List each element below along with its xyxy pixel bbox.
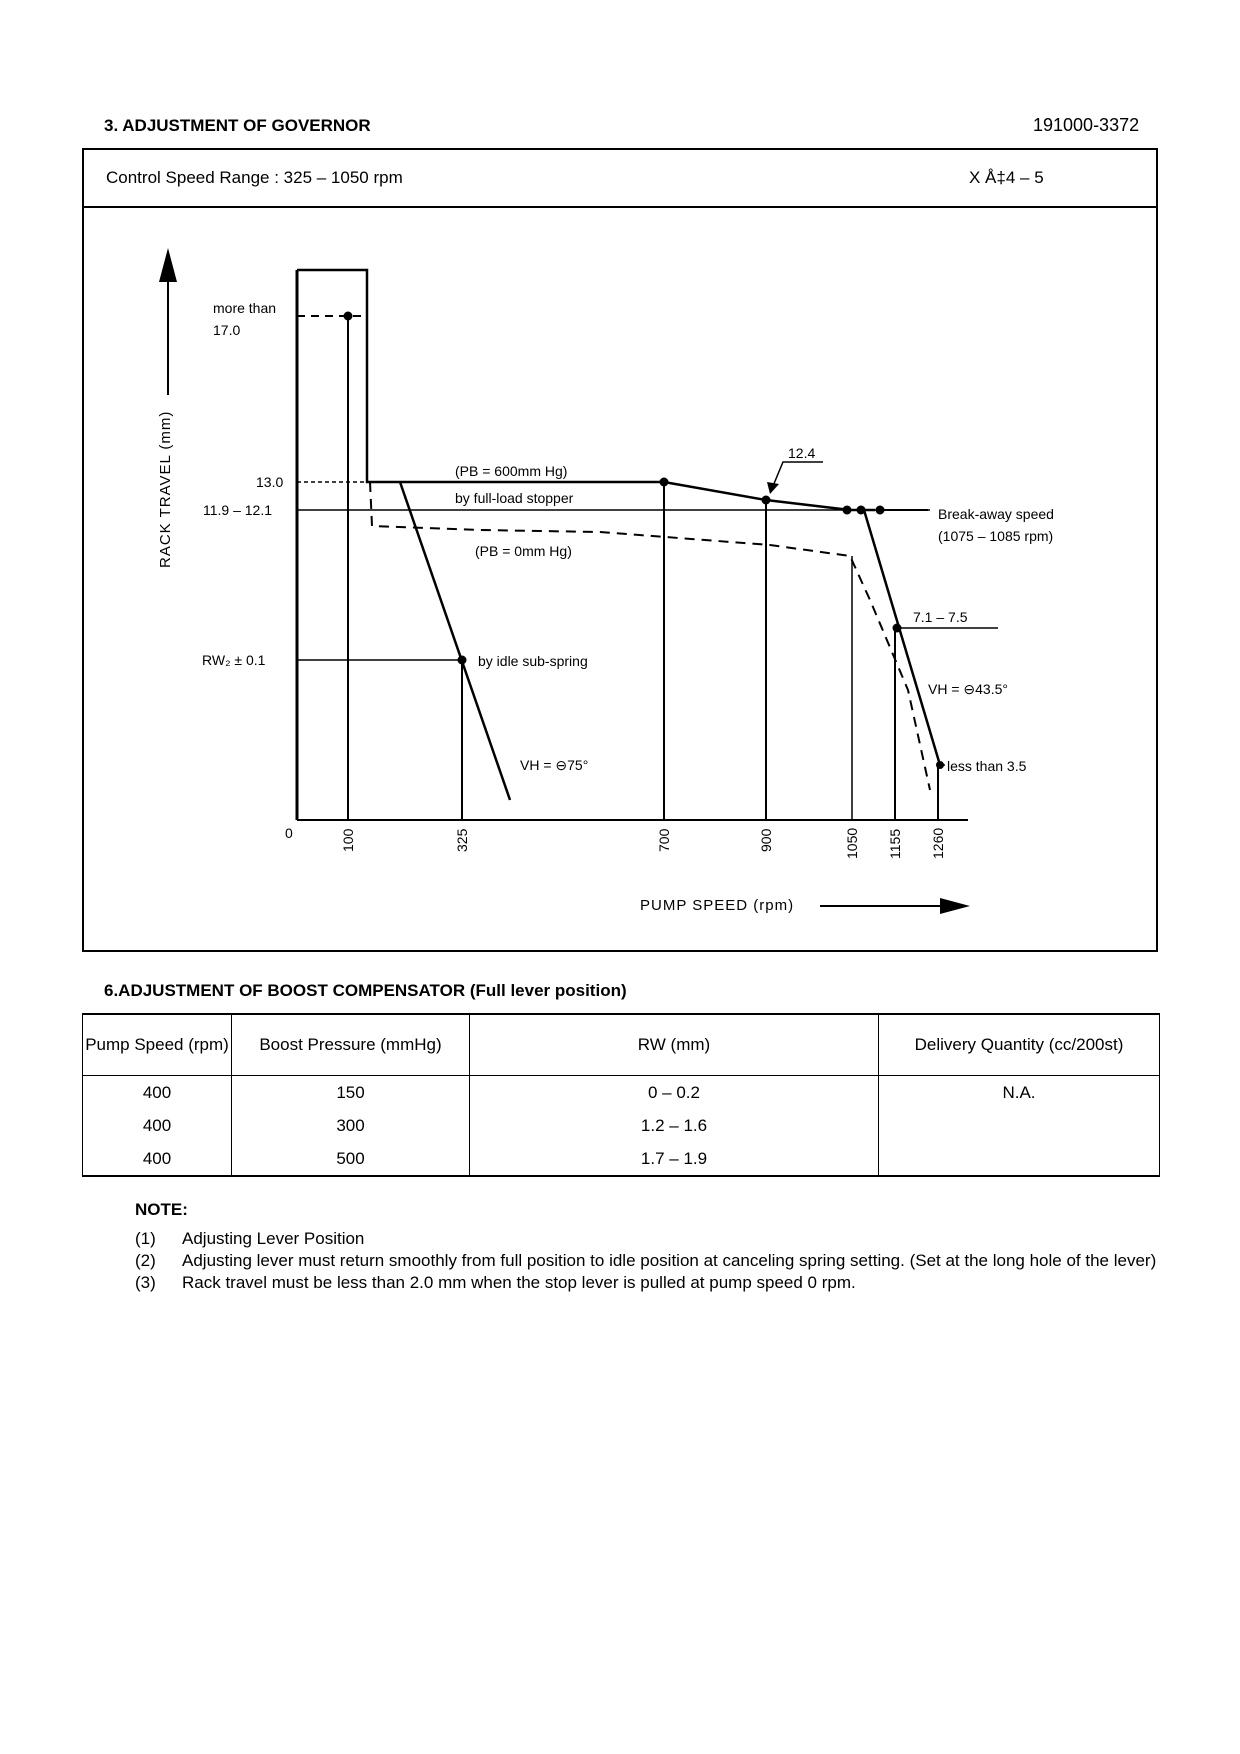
- annot-full-load: by full-load stopper: [455, 490, 574, 506]
- tick-1050: 1050: [844, 827, 860, 859]
- table-row: 400 500 1.7 – 1.9: [83, 1142, 1160, 1176]
- col-rw: RW (mm): [470, 1014, 879, 1076]
- label-more-than-2: 17.0: [213, 322, 241, 338]
- governor-slope-line: [864, 510, 940, 765]
- leader-124-arrow: [767, 482, 779, 494]
- note-item: (2) Adjusting lever must return smoothly from full position to idle position at canceling spring setting. (Set at the long hole of the lever): [135, 1251, 1157, 1270]
- full-load-line: [370, 482, 875, 510]
- section-title: 3. ADJUSTMENT OF GOVERNOR: [104, 116, 371, 135]
- tick-700: 700: [656, 828, 672, 852]
- tick-900: 900: [758, 828, 774, 852]
- label-119: 11.9 – 12.1: [203, 502, 273, 518]
- annot-pb600: (PB = 600mm Hg): [455, 463, 568, 479]
- annot-pb0: (PB = 0mm Hg): [475, 543, 572, 559]
- point-1050: [843, 506, 852, 515]
- label-13: 13.0: [256, 474, 284, 490]
- note-item: (1) Adjusting Lever Position: [135, 1229, 365, 1248]
- label-rw2: RW₂ ± 0.1: [202, 652, 266, 668]
- annot-vh435: VH = ⊖43.5°: [928, 681, 1008, 697]
- boost-table: [82, 1013, 1160, 1177]
- boost-header-row: [83, 1014, 1160, 1076]
- col-boost-pressure: Boost Pressure (mmHg): [232, 1014, 470, 1076]
- annot-71-75: 7.1 – 7.5: [913, 609, 968, 625]
- y-axis-arrow: [159, 248, 177, 282]
- annot-less-than: less than 3.5: [947, 758, 1027, 774]
- control-speed-range: Control Speed Range : 325 – 1050 rpm: [106, 168, 403, 187]
- col-delivery: Delivery Quantity (cc/200st): [879, 1014, 1160, 1076]
- annot-breakaway-1: Break-away speed: [938, 506, 1054, 522]
- part-number: 191000-3372: [1033, 115, 1140, 135]
- boost-title: 6.ADJUSTMENT OF BOOST COMPENSATOR (Full lever position): [104, 981, 627, 1000]
- tick-100: 100: [340, 828, 356, 852]
- x-axis-label: PUMP SPEED (rpm): [640, 897, 795, 914]
- start-step-line: [297, 270, 370, 482]
- table-row: 400 300 1.2 – 1.6: [83, 1109, 1160, 1142]
- table-row: 400 150 0 – 0.2 N.A.: [83, 1076, 1160, 1110]
- origin-label: 0: [285, 825, 293, 841]
- y-axis-label: RACK TRAVEL (mm): [157, 410, 174, 568]
- label-more-than-1: more than: [213, 300, 277, 316]
- adjustment-code: X Å‡4 – 5: [969, 168, 1044, 187]
- x-axis-arrow: [940, 898, 970, 914]
- notes-title: NOTE:: [135, 1200, 188, 1219]
- col-pump-speed: Pump Speed (rpm): [83, 1014, 232, 1076]
- notes-section: [135, 1200, 1165, 1294]
- annot-idle-sub: by idle sub-spring: [478, 653, 588, 669]
- tick-1260: 1260: [930, 827, 946, 859]
- annot-vh75: VH = ⊖75°: [520, 757, 589, 773]
- tick-325: 325: [454, 828, 470, 852]
- note-item: (3) Rack travel must be less than 2.0 mm when the stop lever is pulled at pump speed 0 rpm.: [135, 1273, 856, 1292]
- annot-124: 12.4: [788, 445, 816, 461]
- tick-1155: 1155: [887, 828, 903, 859]
- annot-breakaway-2: (1075 – 1085 rpm): [938, 528, 1054, 544]
- leader-124: [773, 462, 823, 486]
